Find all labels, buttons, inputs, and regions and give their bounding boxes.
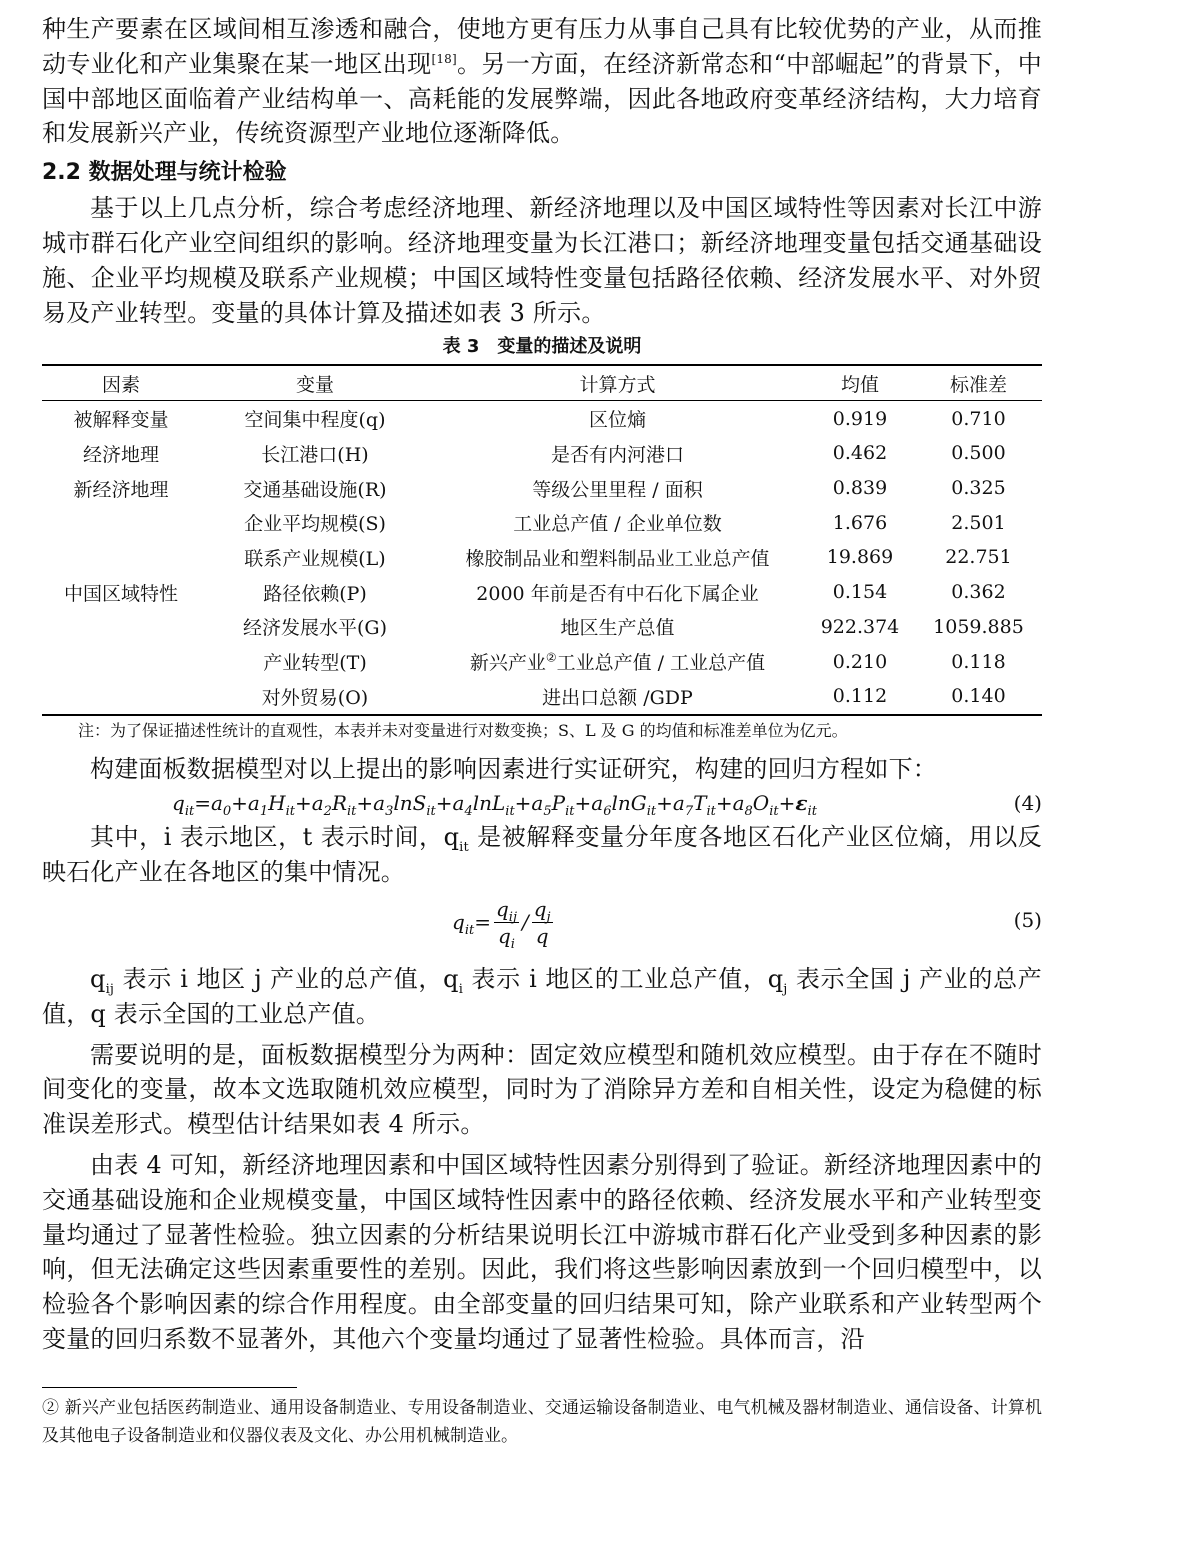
regression-equation: $q_{it}=a_0+a_1H_{it}+a_2R_{it}+a_3\ln S_{it}+a_4\ln L_{it}+a_5P_{it}+a_6\ln G_{it}+a_7T_{it}+a_8O_{it}+\varepsilon_{it}$ [172,791,817,820]
cell-factor: 新经济地理 [73,478,169,501]
cell-variable: 企业平均规模(S) [244,513,386,536]
cell-sd: 0.710 [951,407,1006,430]
cell-method: 等级公里里程 / 面积 [532,478,703,501]
table-row [42,540,1042,575]
header-mean: 均值 [840,373,879,396]
paragraph-text: 表示全国 j 产业的总产值，q 表示全国的工业总产值。 [42,964,1042,1028]
method-text: 新兴产业 [469,652,546,675]
cell-method: 区位熵 [588,409,646,432]
header-method: 计算方式 [579,373,656,396]
cell-method [430,644,805,679]
cell-variable: 产业转型(T) [263,652,367,675]
cell-mean: 0.210 [832,650,888,673]
footnote-rule [42,1387,297,1388]
cell-sd: 0.140 [951,685,1006,708]
equation-5 [42,890,1042,962]
paragraph-panel-model: 需要说明的是，面板数据模型分为两种：固定效应模型和随机效应模型。由于存在不随时间变化的变量，故本文选取随机效应模型，同时为了消除异方差和自相关性，设定为稳健的标准误差形式。模型估计结果如表 4 所示。 [42,1040,1042,1139]
cell-variable: 空间集中程度(q) [244,409,386,432]
cell-mean: 0.462 [832,442,888,465]
table-row [42,401,1042,436]
cell-variable: 交通基础设施(R) [243,478,387,501]
cell-variable: 联系产业规模(L) [244,547,386,570]
cell-method: 橡胶制品业和塑料制品业工业总产值 [465,547,770,570]
equation-number: (5) [1013,907,1042,932]
table-row [42,644,1042,679]
paragraph-notation [42,820,1042,890]
paragraph-text: q [90,964,106,993]
table-row [42,471,1042,506]
header-variable: 变量 [295,373,334,396]
cell-mean: 0.919 [832,407,888,430]
paragraph-variables: 基于以上几点分析，综合考虑经济地理、新经济地理以及中国区域特性等因素对长江中游城市群石化产业空间组织的影响。经济地理变量为长江港口；新经济地理变量包括交通基础设施、企业平均规模及联系产业规模；中国区域特性变量包括路径依赖、经济发展水平、对外贸易及产业转型。变量的具体计算及描述如表 3 所示。 [42,194,1042,327]
paragraph-intro [42,12,1042,151]
equation-4 [42,786,1042,820]
paragraph-results: 由表 4 可知，新经济地理因素和中国区域特性因素分别得到了验证。新经济地理因素中的交通基础设施和企业规模变量，中国区域特性因素中的路径依赖、经济发展水平和产业转型变量均通过了显著性检验。独立因素的分析结果说明长江中游城市群石化产业受到多种因素的影响，但无法确定这些因素重要性的差别。因此，我们将这些影响因素放到一个回归模型中，以检验各个影响因素的综合作用程度。由全部变量的回归结果可知，除产业联系和产业转型两个变量的回归系数不显著外，其他六个变量均通过了显著性检验。具体而言，沿 [42,1150,1042,1353]
cell-sd: 0.500 [951,442,1006,465]
cell-sd: 0.325 [951,477,1006,500]
cell-method: 进出口总额 /GDP [542,686,693,709]
fraction: $\frac{q_{ij}}{q_i}$ [495,896,517,952]
location-quotient-formula: $q_{it}=$ $\frac{q_{ij}}{q_i}$ / $\frac{q_j}{q}$ [452,896,551,952]
cell-method: 是否有内河港口 [550,443,684,466]
header-sd: 标准差 [949,373,1007,396]
cell-factor [42,644,200,679]
method-text: 工业总产值 / 工业总产值 [556,652,766,675]
footnote-marker: ② [545,650,557,665]
table-row [42,610,1042,645]
cell-sd: 2.501 [951,511,1006,534]
section-heading: 2.2 数据处理与统计检验 [42,160,287,186]
paragraph-definitions [42,962,1042,1032]
cell-mean: 19.869 [826,546,894,569]
table-caption: 表 3 变量的描述及说明 [442,336,642,358]
fraction: $\frac{q_j}{q}$ [533,896,551,948]
cell-factor: 经济地理 [82,443,159,466]
subscript: j [783,981,788,997]
cell-factor [42,505,200,540]
table-row [42,679,1042,715]
equation-number: (4) [1013,791,1042,816]
paragraph-text: 是被解释变量分年度各地区石化产业区位熵，用以反映石化产业在各地区的集中情况。 [42,823,1042,887]
table-note: 注：为了保证描述性统计的直观性，本表并未对变量进行对数变换；S、L 及 G 的均值和标准差单位为亿元。 [78,720,848,740]
paragraph-text: 表示 i 地区 j 产业的总产值，q [114,964,459,993]
cell-factor: 被解释变量 [73,409,169,432]
paragraph-text: 其中，i 表示地区，t 表示时间，q [90,823,460,852]
paper-page [42,0,1042,1450]
header-factor: 因素 [101,373,140,396]
table-row [42,575,1042,610]
table-header-row [42,365,1042,401]
cell-variable: 经济发展水平(G) [242,617,387,640]
table-row [42,436,1042,471]
paragraph-text: 种生产要素在区域间相互渗透和融合，使地方更有压力从事自己具有比较优势的产业，从而推动专业化和产业集聚在某一地区出现 [42,15,1042,78]
cell-method: 工业总产值 / 企业单位数 [513,513,722,536]
cell-factor [42,540,200,575]
cell-sd: 0.118 [951,650,1006,673]
cell-variable: 路径依赖(P) [263,582,367,605]
cell-factor [42,679,200,715]
cell-mean: 0.154 [832,581,888,604]
cell-mean: 922.374 [820,615,900,638]
subscript: i [458,981,464,997]
cell-sd: 1059.885 [933,615,1024,638]
footnote: ② 新兴产业包括医药制造业、通用设备制造业、专用设备制造业、交通运输设备制造业、电气机械及器材制造业、通信设备、计算机及其他电子设备制造业和仪器仪表及文化、办公用机械制造业。 [42,1397,1042,1446]
subscript: it [459,840,469,856]
table-row [42,505,1042,540]
subscript: ij [105,981,115,997]
cell-method: 2000 年前是否有中石化下属企业 [476,582,759,605]
paragraph-model-intro: 构建面板数据模型对以上提出的影响因素进行实证研究，构建的回归方程如下： [90,754,937,783]
citation-marker: [18] [431,51,457,66]
cell-factor: 中国区域特性 [63,582,178,605]
paragraph-text: 。另一方面，在经济新常态和“中部崛起”的背景下，中国中部地区面临着产业结构单一、高耗能的发展弊端，因此各地政府变革经济结构，大力培育和发展新兴产业，传统资源型产业地位逐渐降低。 [42,49,1042,148]
cell-method: 地区生产总值 [560,617,675,640]
cell-factor [42,610,200,645]
paragraph-text: 表示 i 地区的工业总产值，q [463,964,784,993]
cell-mean: 0.112 [832,685,888,708]
cell-mean: 0.839 [832,477,888,500]
cell-sd: 0.362 [951,581,1006,604]
cell-variable: 长江港口(H) [261,443,369,466]
cell-mean: 1.676 [832,511,888,534]
variable-table [42,364,1042,715]
cell-sd: 22.751 [945,546,1012,569]
cell-variable: 对外贸易(O) [261,686,369,709]
